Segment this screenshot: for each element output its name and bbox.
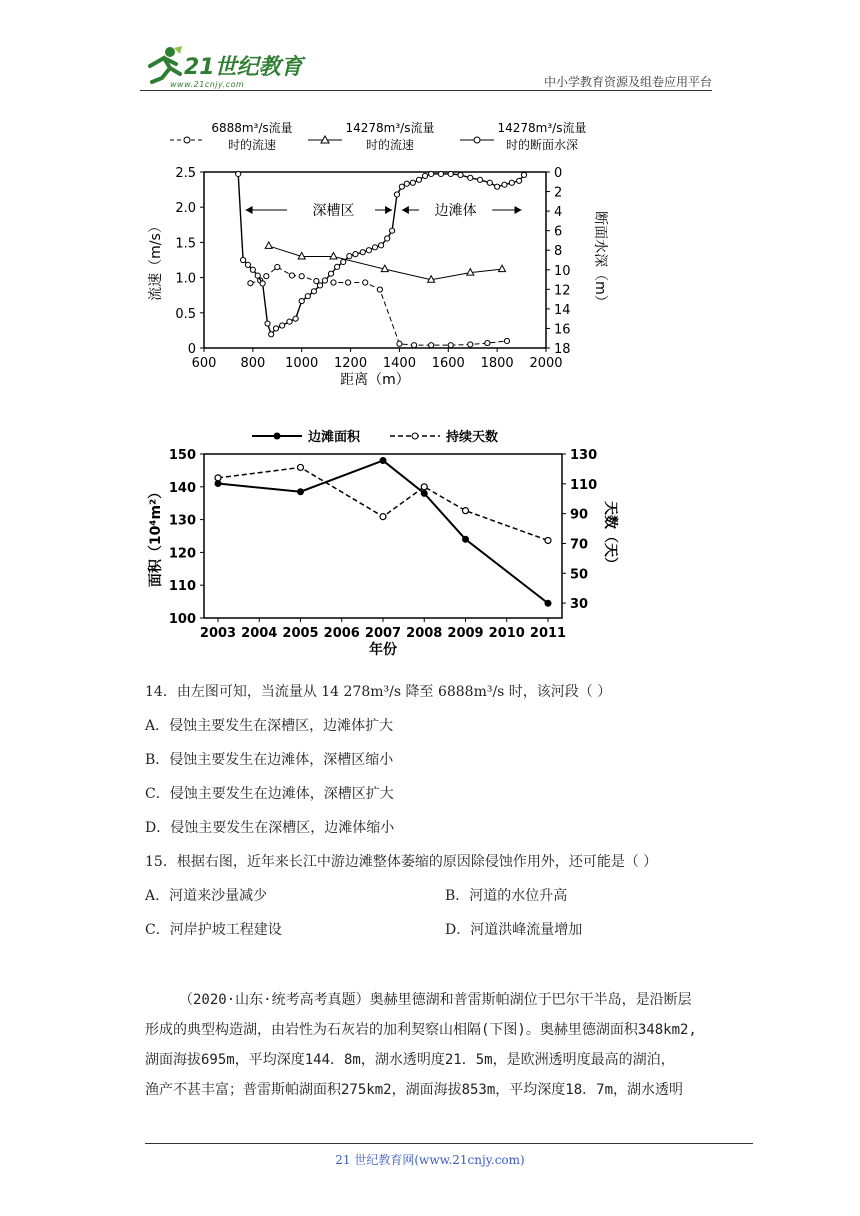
- data-point: [245, 262, 250, 267]
- y2-tick-label: 6: [554, 224, 563, 240]
- data-point: [509, 180, 514, 185]
- y-tick-label: 2.0: [175, 201, 196, 217]
- data-point: [411, 343, 416, 348]
- data-point: [421, 484, 427, 490]
- y2-tick-label: 18: [554, 342, 571, 357]
- series-line: [250, 267, 507, 345]
- legend-marker: [184, 137, 190, 143]
- data-point: [416, 177, 421, 182]
- data-point: [372, 245, 377, 250]
- data-point: [410, 180, 415, 185]
- data-point: [287, 319, 292, 324]
- runner-icon: [140, 44, 184, 84]
- data-point: [379, 243, 384, 248]
- y2-tick-label: 8: [554, 244, 563, 260]
- x-tick-label: 2009: [447, 626, 484, 641]
- y-tick-label: 120: [168, 546, 196, 562]
- data-point: [265, 242, 272, 249]
- chart-velocity-depth: [140, 112, 620, 392]
- data-point: [260, 281, 265, 286]
- x-tick-label: 1800: [480, 356, 514, 371]
- passage-line-2: 形成的典型构造湖，由岩性为石灰岩的加利契察山相隔(下图)。奥赫里德湖面积348km2,: [145, 1022, 697, 1038]
- passage-line-3: 湖面海拔695m，平均深度144．8m，湖水透明度21．5m，是欧洲透明度最高的湖泊，: [145, 1052, 675, 1068]
- data-point: [265, 321, 270, 326]
- plot-frame: [204, 172, 546, 348]
- data-point: [397, 341, 402, 346]
- option-14d: D．侵蚀主要发生在深槽区，边滩体缩小: [145, 820, 395, 836]
- y2-tick-label: 14: [554, 302, 571, 318]
- data-point: [269, 332, 274, 337]
- legend-label-line1: 14278m³/s流量: [497, 121, 587, 135]
- y-tick-label: 100: [168, 612, 196, 627]
- data-point: [360, 250, 365, 255]
- data-point: [380, 514, 386, 520]
- data-point: [429, 171, 434, 176]
- data-point: [429, 343, 434, 348]
- data-point: [502, 182, 507, 187]
- data-point: [299, 274, 304, 279]
- data-point: [545, 537, 551, 543]
- x-tick-label: 2004: [241, 626, 278, 641]
- data-point: [289, 273, 294, 278]
- y2-tick-label: 12: [554, 283, 571, 299]
- y-tick-label: 2.5: [175, 166, 196, 181]
- annotation-arrowhead: [385, 206, 392, 214]
- option-14b: B．侵蚀主要发生在边滩体，深槽区缩小: [145, 752, 394, 768]
- logo-text: 21世纪教育: [184, 55, 303, 80]
- x-axis-label: 年份: [369, 642, 397, 658]
- data-point: [487, 180, 492, 185]
- data-point: [468, 175, 473, 180]
- data-point: [438, 171, 443, 176]
- data-point: [463, 508, 469, 514]
- footer-text: 21 世纪教育网(www.21cnjy.com): [335, 1153, 525, 1167]
- x-tick-label: 2008: [406, 626, 443, 641]
- data-point: [448, 171, 453, 176]
- data-point: [346, 280, 351, 285]
- y-tick-label: 1.5: [175, 236, 196, 252]
- data-point: [305, 294, 310, 299]
- x-tick-label: 2006: [323, 626, 360, 641]
- x-tick-label: 1600: [431, 356, 465, 371]
- data-point: [422, 173, 427, 178]
- annotation-deep-channel: 深槽区: [312, 203, 355, 219]
- y-axis-label: 面积（10⁴m²）: [148, 484, 164, 588]
- x-tick-label: 2010: [488, 626, 525, 641]
- y-tick-label: 0: [187, 342, 196, 357]
- y2-tick-label: 2: [554, 185, 563, 201]
- question-14: 14．由左图可知，当流量从 14 278m³/s 降至 6888m³/s 时，该河段（ ）: [145, 684, 612, 700]
- series-line: [218, 461, 548, 604]
- y2-tick-label: 16: [554, 322, 571, 338]
- x-axis-label: 距离（m）: [340, 372, 410, 388]
- y-tick-label: 110: [168, 579, 196, 595]
- data-point: [380, 457, 387, 464]
- x-tick-label: 2005: [282, 626, 319, 641]
- data-point: [363, 280, 368, 285]
- footer-divider: [145, 1143, 753, 1144]
- data-point: [317, 283, 322, 288]
- data-point: [477, 177, 482, 182]
- data-point: [250, 267, 255, 272]
- option-15a: A．河道来沙量减少: [145, 888, 268, 904]
- y-tick-label: 0.5: [175, 306, 196, 322]
- header-platform-text: 中小学教育资源及组卷应用平台: [543, 75, 712, 89]
- x-tick-label: 600: [191, 356, 217, 371]
- y-tick-label: 150: [168, 448, 196, 463]
- data-point: [264, 274, 269, 279]
- header-divider: [140, 90, 712, 91]
- option-15d: D．河道洪峰流量增加: [445, 922, 583, 938]
- data-point: [255, 273, 260, 278]
- option-15c: C．河岸护坡工程建设: [145, 922, 282, 938]
- data-point: [299, 298, 304, 303]
- data-point: [236, 171, 241, 176]
- data-point: [499, 265, 506, 272]
- legend-label-line1: 14278m³/s流量: [345, 121, 435, 135]
- legend-label-line2: 时的流速: [227, 138, 277, 152]
- data-point: [353, 252, 358, 257]
- data-point: [404, 181, 409, 186]
- legend-label: 边滩面积: [308, 430, 361, 445]
- x-tick-label: 1000: [285, 356, 319, 371]
- data-point: [293, 316, 298, 321]
- logo: [140, 44, 310, 90]
- legend-marker: [412, 433, 418, 439]
- data-point: [273, 326, 278, 331]
- option-14a: A．侵蚀主要发生在深槽区，边滩体扩大: [145, 718, 394, 734]
- y2-tick-label: 30: [570, 597, 589, 613]
- data-point: [485, 340, 490, 345]
- question-15: 15．根据右图，近年来长江中游边滩整体萎缩的原因除侵蚀作用外，还可能是（ ）: [145, 854, 658, 870]
- data-point: [275, 264, 280, 269]
- data-point: [385, 236, 390, 241]
- data-point: [545, 600, 552, 607]
- y2-axis-label: 断面水深（m）: [592, 211, 608, 309]
- data-point: [366, 248, 371, 253]
- data-point: [521, 172, 526, 177]
- data-point: [458, 172, 463, 177]
- option-14c: C．侵蚀主要发生在边滩体，深槽区扩大: [145, 786, 394, 802]
- data-point: [330, 252, 337, 258]
- data-point: [377, 287, 382, 292]
- y-tick-label: 130: [168, 513, 196, 529]
- x-tick-label: 2003: [199, 626, 237, 641]
- data-point: [322, 278, 327, 283]
- data-point: [347, 253, 352, 258]
- x-tick-label: 1200: [334, 356, 368, 371]
- x-tick-label: 2011: [529, 626, 567, 641]
- legend-label-line2: 时的流速: [365, 138, 415, 152]
- page-header: [140, 40, 712, 90]
- data-point: [298, 464, 304, 470]
- x-tick-label: 800: [240, 356, 266, 371]
- y2-tick-label: 130: [570, 448, 598, 463]
- data-point: [468, 342, 473, 347]
- y2-axis-label: 天数（天）: [602, 501, 618, 571]
- legend-marker: [274, 433, 281, 440]
- y-axis-label: 流速（m/s）: [148, 219, 164, 301]
- option-15b: B．河道的水位升高: [445, 888, 568, 904]
- legend-label-line1: 6888m³/s流量: [211, 121, 293, 135]
- data-point: [394, 192, 399, 197]
- series-line: [238, 174, 524, 334]
- annotation-arrowhead: [515, 206, 522, 214]
- y2-tick-label: 4: [554, 205, 563, 221]
- plot-frame: [204, 454, 562, 618]
- data-point: [331, 280, 336, 285]
- data-point: [341, 259, 346, 264]
- chart-area-days: [140, 420, 620, 665]
- x-tick-label: 1400: [382, 356, 416, 371]
- series-line: [218, 467, 548, 540]
- data-point: [248, 281, 253, 286]
- annotation-arrowhead: [246, 206, 253, 214]
- data-point: [517, 178, 522, 183]
- data-point: [335, 264, 340, 269]
- data-point: [495, 184, 500, 189]
- legend-label: 持续天数: [446, 430, 499, 445]
- legend-marker: [474, 137, 480, 143]
- data-point: [462, 536, 469, 543]
- data-point: [421, 490, 428, 497]
- data-point: [504, 338, 509, 343]
- annotation-arrowhead: [402, 206, 409, 214]
- data-point: [311, 289, 316, 294]
- x-tick-label: 2000: [529, 356, 563, 371]
- data-point: [399, 184, 404, 189]
- y-tick-label: 1.0: [175, 271, 196, 287]
- logo-url: www.21cnjy.com: [170, 80, 245, 89]
- x-tick-label: 2007: [364, 626, 402, 641]
- data-point: [240, 257, 245, 262]
- y-tick-label: 140: [168, 480, 196, 496]
- y2-tick-label: 70: [570, 537, 589, 553]
- annotation-bank: 边滩体: [434, 203, 477, 219]
- data-point: [448, 343, 453, 348]
- data-point: [390, 228, 395, 233]
- passage-line-1: （2020·山东·统考高考真题）奥赫里德湖和普雷斯帕湖位于巴尔干半岛，是沿断层: [179, 992, 692, 1008]
- data-point: [328, 271, 333, 276]
- legend-label-line2: 时的断面水深: [505, 138, 579, 152]
- y2-tick-label: 50: [570, 567, 589, 583]
- data-point: [215, 475, 221, 481]
- passage-line-4: 渔产不甚丰富；普雷斯帕湖面积275km2，湖面海拔853m，平均深度18．7m，湖水透明: [145, 1082, 684, 1098]
- data-point: [280, 323, 285, 328]
- y2-tick-label: 0: [554, 166, 563, 181]
- data-point: [297, 488, 304, 495]
- y2-tick-label: 90: [570, 507, 589, 523]
- y2-tick-label: 110: [570, 477, 598, 493]
- y2-tick-label: 10: [554, 263, 571, 279]
